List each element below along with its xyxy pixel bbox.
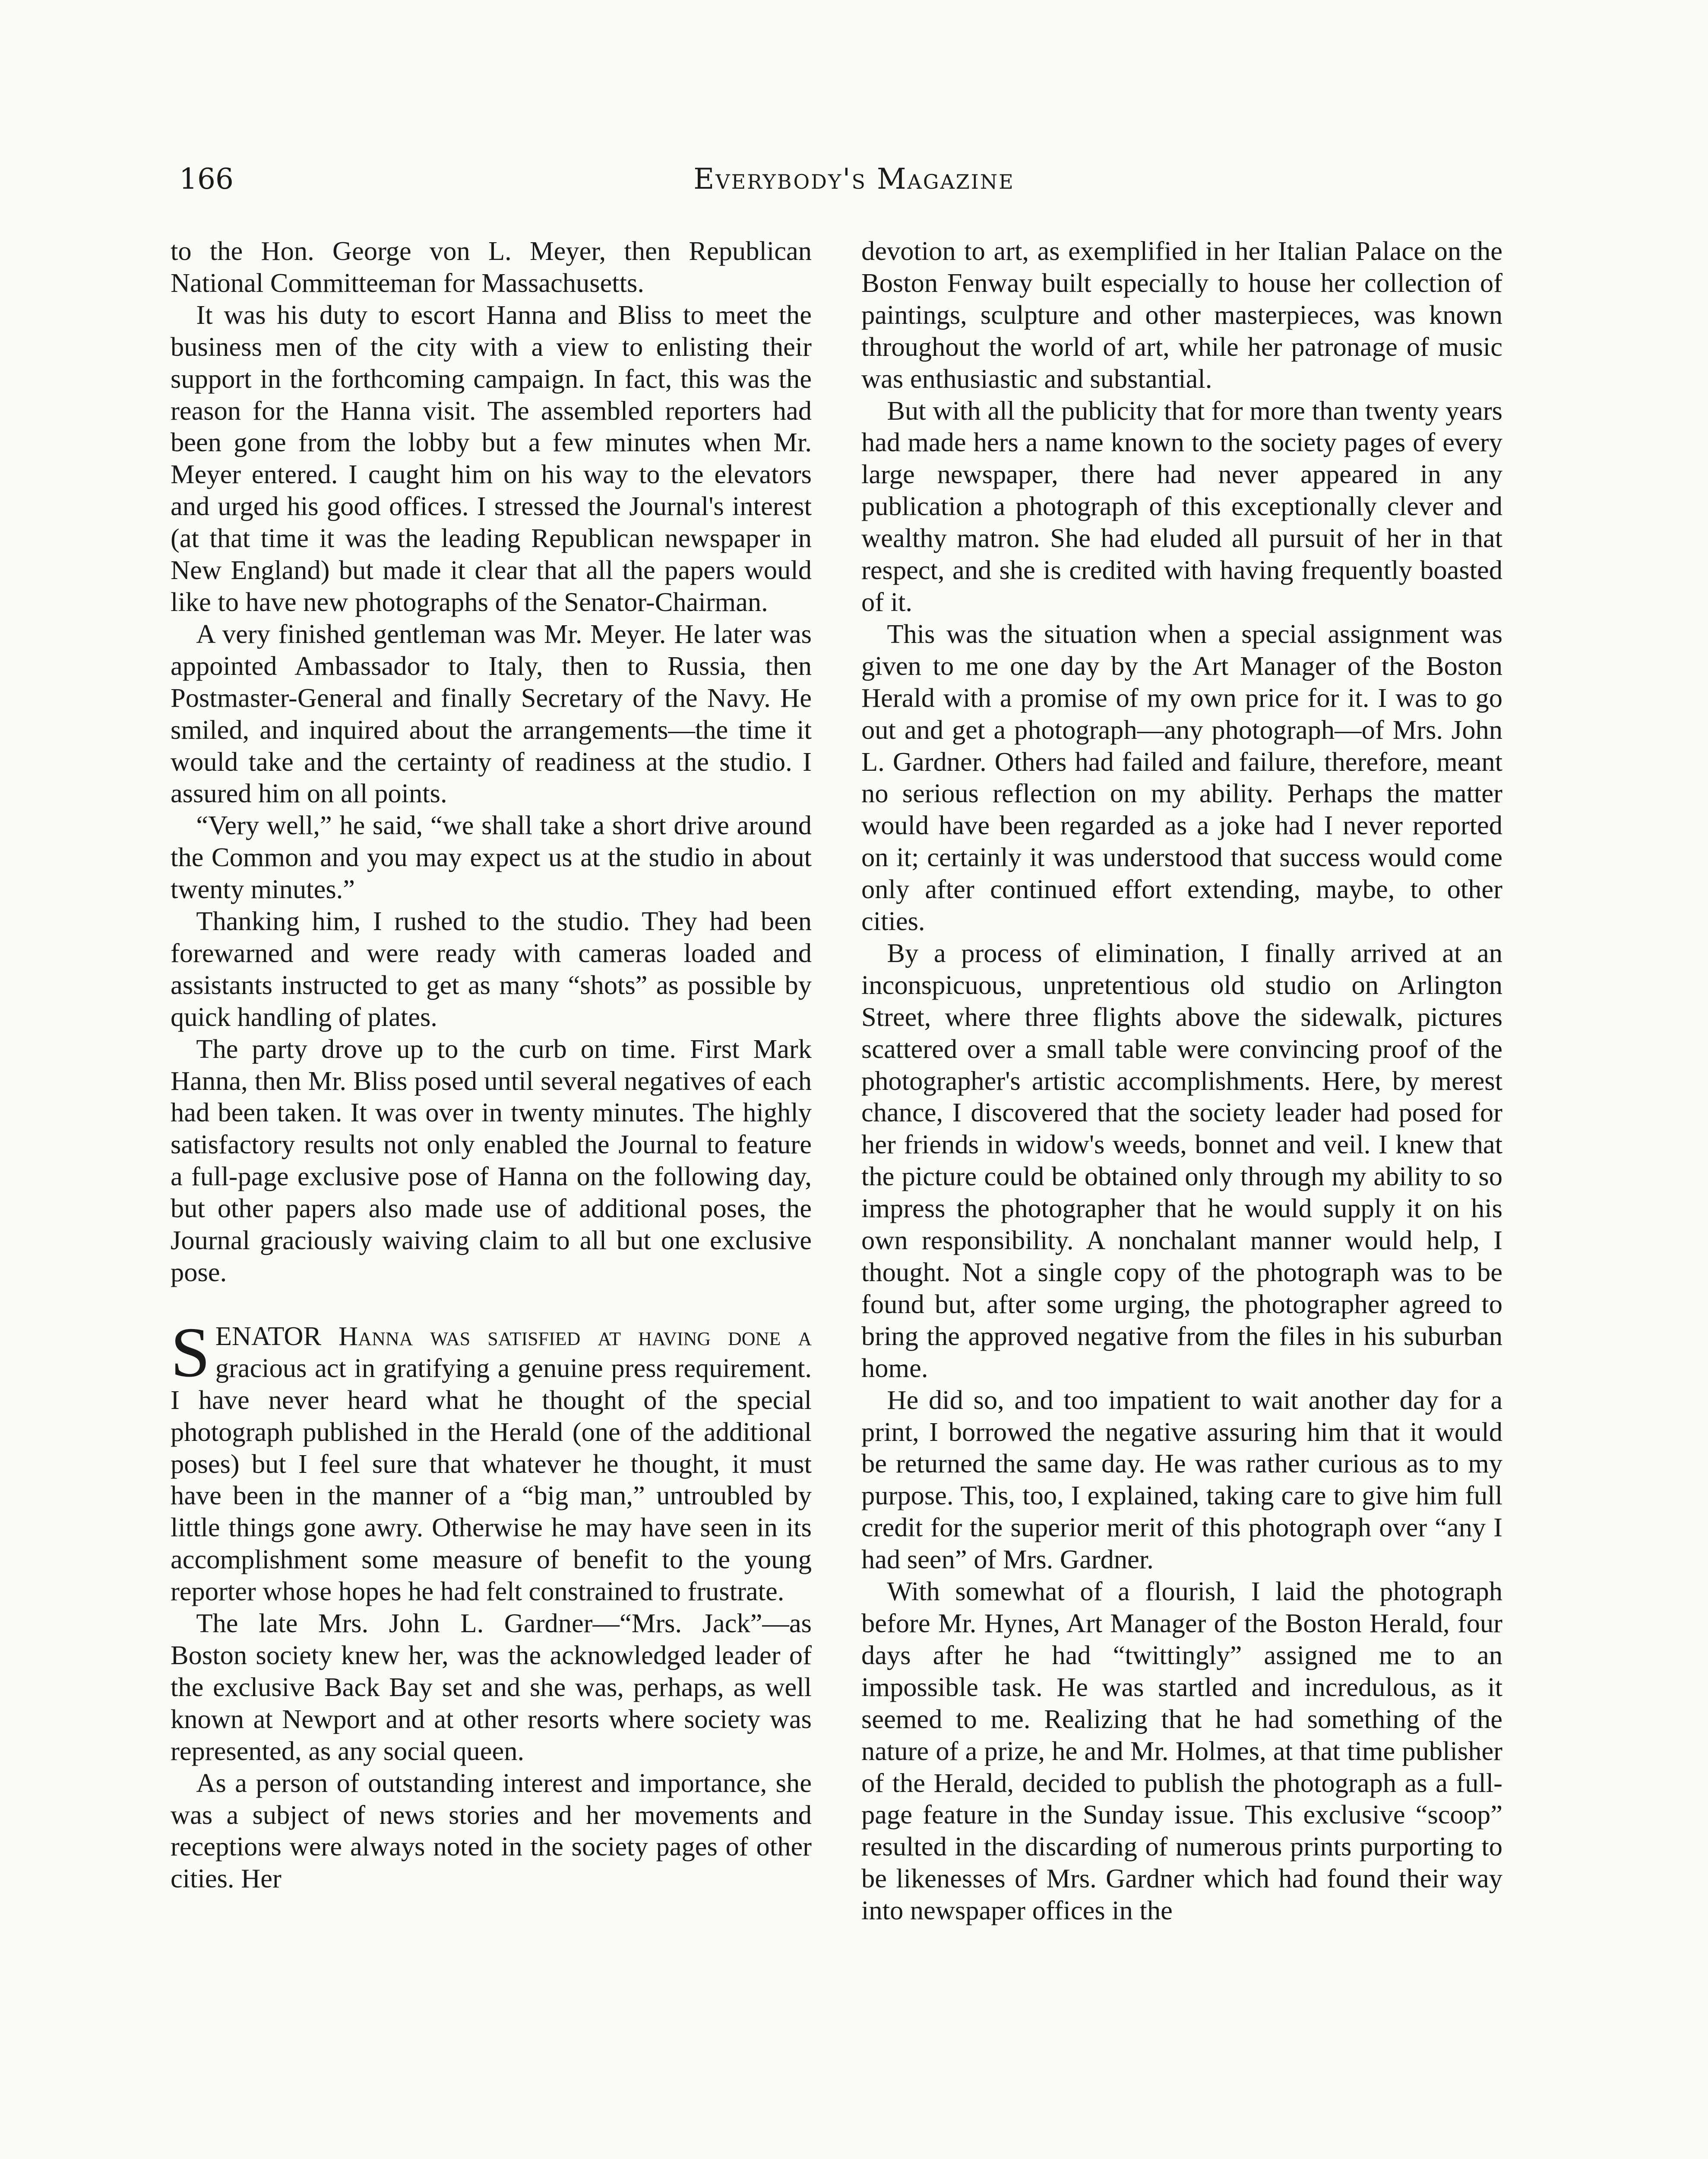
paragraph: As a person of outstanding interest and importance, she was a subject of news stories and her movements and receptions were always noted in the society pages of other cities. Her (171, 1767, 812, 1894)
left-column (171, 235, 812, 1895)
running-head: Everybody's Magazine (693, 162, 1015, 196)
paragraph: to the Hon. George von L. Meyer, then Republican National Committeeman for Massachusetts. (171, 236, 812, 298)
paragraph: This was the situation when a special assignment was given to me one day by the Art Manager of the Boston Herald with a promise of my own price for it. I was to go out and get a photograph—any photograph—of Mrs. John L. Gardner. Others had failed and failure, therefore, meant no serious reflection on my ability. Perhaps the matter would have been regarded as a joke had I never reported on it; certainly it was understood that success would come only after continued effort extending, maybe, to other cities. (861, 618, 1502, 937)
paragraph: By a process of elimination, I finally arrived at an inconspicuous, unpretentious old studio on Arlington Street, where three flights above the sidewalk, pictures scattered over a small table were convincing proof of the photographer's artistic accomplishments. Here, by merest chance, I discovered that the society leader had posed for her friends in widow's weeds, bonnet and veil. I knew that the picture could be obtained only through my ability to so impress the photographer that he would supply it on his own responsibility. A nonchalant manner would help, I thought. Not a single copy of the photograph was to be found but, after some urging, the photographer agreed to bring the approved negative from the files in his suburban home. (861, 937, 1502, 1383)
paragraph: But with all the publicity that for more than twenty years had made hers a name known to the society pages of every large newspaper, there had never appeared in any publication a photograph of this exceptionally clever and wealthy matron. She had eluded all pursuit of her in that respect, and she is credited with having frequently boasted of it. (861, 395, 1502, 617)
section-opening-paragraph: SENATOR Hanna was satisfied at having done a gracious act in gratifying a genuine press requirement. I have never heard what he thought of the special photograph published in the Herald (one of the additional poses) but I feel sure that whatever he thought, it must have been in the manner of a “big man,” untroubled by little things gone awry. Otherwise he may have seen in its accomplishment some measure of benefit to the young reporter whose hopes he had felt constrained to frustrate. (171, 1312, 812, 1607)
right-column (861, 235, 1502, 1927)
paragraph: The party drove up to the curb on time. First Mark Hanna, then Mr. Bliss posed until several negatives of each had been taken. It was over in twenty minutes. The highly satisfactory results not only enabled the Journal to feature a full-page exclusive pose of Hanna on the following day, but other papers also made use of additional poses, the Journal graciously waiving claim to all but one exclusive pose. (171, 1033, 812, 1287)
paragraph: devotion to art, as exemplified in her Italian Palace on the Boston Fenway built especially to house her collection of paintings, sculpture and other masterpieces, was known throughout the world of art, while her patronage of music was enthusiastic and substantial. (861, 236, 1502, 394)
paragraph: Thanking him, I rushed to the studio. They had been forewarned and were ready with cameras loaded and assistants instructed to get as many “shots” as possible by quick handling of plates. (171, 906, 812, 1032)
paragraph: The late Mrs. John L. Gardner—“Mrs. Jack”—as Boston society knew her, was the acknowledged leader of the exclusive Back Bay set and she was, perhaps, as well known at Newport and at other resorts where society was represented, as any social queen. (171, 1608, 812, 1766)
paragraph: It was his duty to escort Hanna and Bliss to meet the business men of the city with a view to enlisting their support in the forthcoming campaign. In fact, this was the reason for the Hanna visit. The assembled reporters had been gone from the lobby but a few minutes when Mr. Meyer entered. I caught him on his way to the elevators and urged his good offices. I stressed the Journal's interest (at that time it was the leading Republican newspaper in New England) but made it clear that all the papers would like to have new photographs of the Senator-Chairman. (171, 299, 812, 617)
page-number: 166 (179, 162, 234, 196)
paragraph: He did so, and too impatient to wait another day for a print, I borrowed the negative assuring him that it would be returned the same day. He was rather curious as to my purpose. This, too, I explained, taking care to give him full credit for the superior merit of this photograph over “any I had seen” of Mrs. Gardner. (861, 1384, 1502, 1575)
paragraph: With somewhat of a flourish, I laid the photograph before Mr. Hynes, Art Manager of the Boston Herald, four days after he had “twittingly” assigned me to an impossible task. He was startled and incredulous, as it seemed to me. Realizing that he had something of the nature of a prize, he and Mr. Holmes, at that time publisher of the Herald, decided to publish the photograph as a full-page feature in the Sunday issue. This exclusive “scoop” resulted in the discarding of numerous prints purporting to be likenesses of Mrs. Gardner which had found their way into newspaper offices in the (861, 1576, 1502, 1926)
paragraph: “Very well,” he said, “we shall take a short drive around the Common and you may expect us at the studio in about twenty minutes.” (171, 810, 812, 905)
paragraph: A very finished gentleman was Mr. Meyer. He later was appointed Ambassador to Italy, then to Russia, then Postmaster-General and finally Secretary of the Navy. He smiled, and inquired about the arrangements—the time it would take and the certainty of readiness at the studio. I assured him on all points. (171, 618, 812, 809)
